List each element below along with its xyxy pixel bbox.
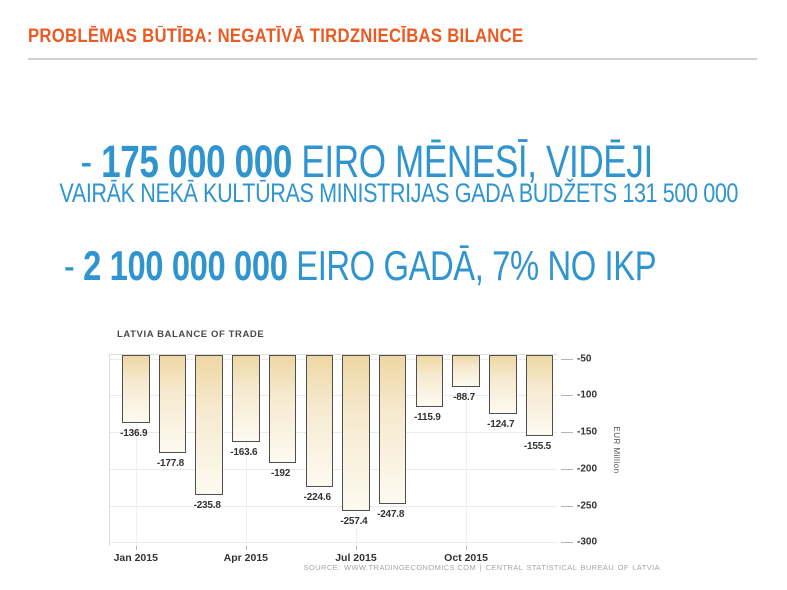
page-title: PROBLĒMAS BŪTĪBA: NEGATĪVĀ TIRDZNIECĪBAS BILANCE	[28, 26, 524, 47]
trade-balance-bar	[269, 355, 297, 463]
y-axis-label: -100	[577, 389, 598, 401]
trade-balance-bar	[452, 355, 480, 387]
x-axis-label: Apr 2015	[223, 552, 269, 564]
plot-area	[109, 353, 598, 564]
trade-balance-bar	[526, 355, 554, 436]
headline-caption: EIRO GADĀ, 7% NO IKP	[287, 242, 657, 289]
bar-value-label: -115.9	[414, 412, 441, 424]
y-axis-label: -50	[577, 353, 592, 365]
trade-balance-bar	[159, 355, 187, 453]
headline-dash: -	[80, 136, 102, 187]
x-axis-tick	[356, 546, 357, 550]
y-axis-tick	[561, 359, 573, 360]
headline-amount: 175 000 000	[101, 136, 293, 187]
bar-value-label: -124.7	[487, 418, 515, 430]
y-axis-label: -150	[577, 426, 598, 438]
x-axis-tick	[136, 546, 137, 550]
y-axis-tick	[561, 395, 573, 396]
x-axis-label: Oct 2015	[444, 552, 488, 564]
bar-value-label: -163.6	[230, 447, 258, 459]
y-gridline	[110, 542, 557, 543]
y-axis-label: -250	[577, 500, 598, 512]
x-axis-label: Jan 2015	[113, 552, 158, 564]
bar-value-label: -177.8	[156, 457, 185, 469]
y-gridline	[110, 506, 557, 507]
x-axis-tick	[246, 546, 247, 550]
trade-balance-bar	[379, 355, 407, 504]
headline-caption: EIRO MĒNESĪ, VIDĒJI	[292, 136, 653, 187]
trade-balance-bar	[306, 355, 334, 487]
trade-balance-bar	[122, 355, 150, 423]
title-rule	[28, 58, 757, 60]
trade-balance-bar	[342, 355, 370, 511]
y-axis-tick	[561, 469, 573, 470]
headline-dash: -	[63, 242, 84, 289]
y-gridline	[110, 469, 557, 470]
trade-balance-bar	[489, 355, 517, 414]
bar-value-label: -224.6	[303, 491, 331, 503]
trade-balance-bar	[416, 355, 444, 407]
bar-value-label: -192	[270, 467, 291, 479]
y-axis-label: -300	[577, 536, 598, 548]
headline-text: VAIRĀK NEKĀ KULTŪRAS MINISTRIJAS GADA BUDŽETS 131 500 000	[59, 178, 739, 208]
y-axis-tick	[561, 542, 573, 543]
bar-value-label: -136.9	[120, 427, 148, 439]
y-axis-tick	[561, 506, 573, 507]
y-axis-tick	[561, 432, 573, 433]
bar-value-label: -257.4	[340, 516, 368, 528]
x-axis-tick	[466, 546, 467, 550]
bar-value-label: -88.7	[453, 392, 475, 404]
trade-balance-bar	[195, 355, 223, 495]
bar-value-label: -247.8	[377, 508, 405, 520]
x-axis-label: Jul 2015	[335, 552, 377, 564]
headline-annual-deficit	[29, 203, 656, 329]
headline-amount: 2 100 000 000	[83, 242, 288, 289]
chart-title: LATVIA BALANCE OF TRADE	[117, 329, 265, 340]
source-attribution: SOURCE: WWW.TRADINGECONOMICS.COM | CENTRAL STATISTICAL BUREAU OF LATVIA	[303, 563, 660, 572]
y-axis-title: EUR Million	[612, 426, 621, 474]
bar-value-label: -235.8	[193, 500, 221, 512]
y-axis-label: -200	[577, 463, 598, 475]
bar-value-label: -155.5	[523, 441, 552, 453]
trade-balance-bar	[232, 355, 260, 442]
